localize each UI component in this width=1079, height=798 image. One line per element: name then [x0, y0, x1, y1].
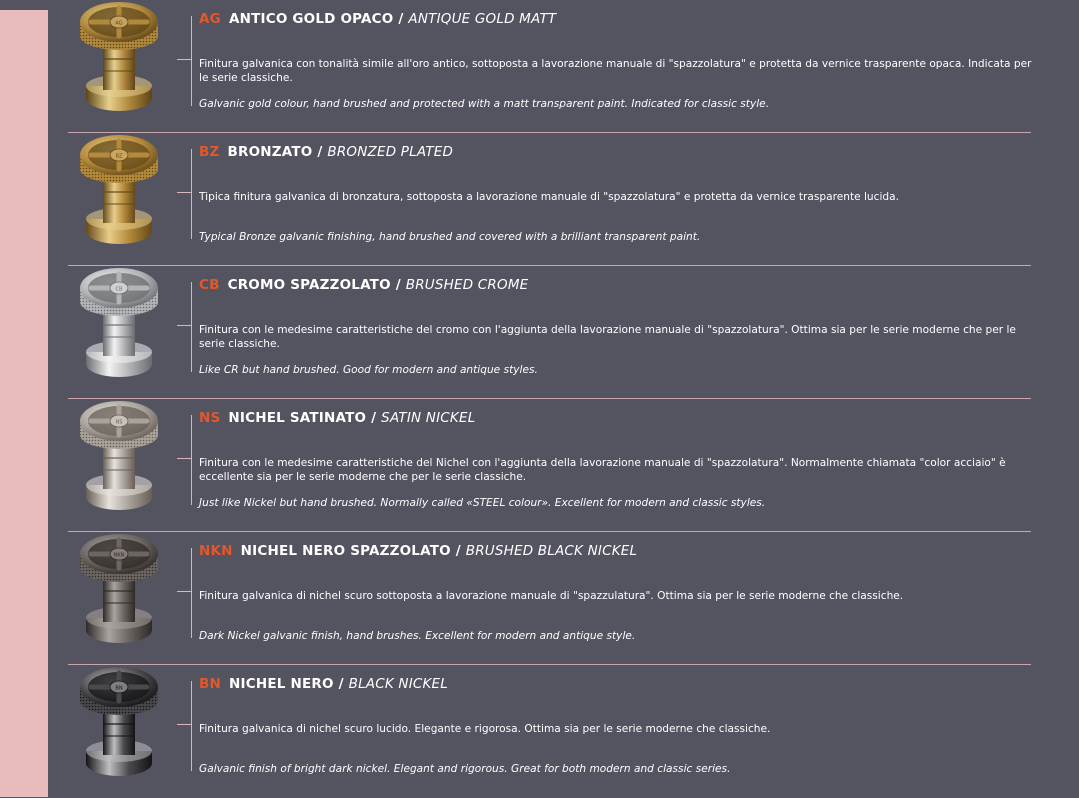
bracket-tick: [177, 458, 191, 459]
finish-title: [199, 11, 556, 27]
tap-knob-image: [76, 264, 162, 384]
description-italian: Finitura con le medesime caratteristiche del Nichel con l'aggiunta della lavorazione manuale di "spazzolatura". Normalmente chiamata "color acciaio" è eccellente sia per le serie moderne che per le serie classiche.: [199, 457, 1006, 483]
finish-name-it: NICHEL NERO: [229, 676, 334, 692]
svg-text:AG: AG: [115, 20, 123, 27]
finish-name-it: NICHEL NERO SPAZZOLATO: [240, 543, 451, 559]
finish-name-en: BRONZED PLATED: [327, 144, 454, 160]
finish-name-it: BRONZATO: [227, 144, 313, 160]
finish-code: NKN: [199, 543, 233, 559]
finish-name-it: ANTICO GOLD OPACO: [228, 11, 394, 27]
finish-title: [199, 676, 448, 692]
tap-knob-image: [76, 663, 162, 783]
finish-code: NS: [199, 410, 221, 426]
description-english: Like CR but hand brushed. Good for modern and antique styles.: [199, 364, 538, 376]
description-italian: Tipica finitura galvanica di bronzatura, sottoposta a lavorazione manuale di "spazzolatura" e protetta da vernice trasparente lucida.: [199, 191, 899, 203]
finish-code: BN: [199, 676, 221, 692]
bracket-tick: [177, 325, 191, 326]
tap-knob-image: [76, 131, 162, 251]
bracket-tick: [177, 724, 191, 725]
description-italian: Finitura galvanica con tonalità simile all'oro antico, sottoposta a lavorazione manuale di "spazzolatura" e protetta da vernice trasparente opaca. Indicata per le serie classiche.: [199, 58, 1032, 84]
finish-row-nkn: [68, 532, 1031, 665]
finish-name-en: ANTIQUE GOLD MATT: [408, 11, 557, 27]
description-italian: Finitura galvanica di nichel scuro lucido. Elegante e rigorosa. Ottima sia per le serie moderne che classiche.: [199, 723, 771, 735]
svg-text:NKN: NKN: [113, 552, 125, 559]
svg-text:BZ: BZ: [115, 153, 123, 160]
finish-name-en: BRUSHED CROME: [405, 277, 529, 293]
description-english: Typical Bronze galvanic finishing, hand brushed and covered with a brilliant transparent paint.: [199, 231, 701, 243]
tap-knob-image: [76, 0, 162, 118]
finish-name-en: SATIN NICKEL: [381, 410, 476, 426]
finish-title: [199, 410, 475, 426]
bracket-line: [191, 681, 192, 771]
svg-text:NS: NS: [115, 419, 123, 426]
finish-row-cb: [68, 266, 1031, 399]
finish-row-ag: [68, 0, 1031, 133]
description-italian: Finitura galvanica di nichel scuro sottoposta a lavorazione manuale di "spazzulatura". Ottima sia per le serie moderne che classiche.: [199, 590, 904, 602]
bracket-line: [191, 16, 192, 106]
bracket-line: [191, 548, 192, 638]
finish-title: [199, 144, 453, 160]
title-separator: /: [338, 676, 344, 692]
finish-code: AG: [199, 11, 221, 27]
bracket-line: [191, 282, 192, 372]
title-separator: /: [317, 144, 323, 160]
bracket-tick: [177, 192, 191, 193]
description-english: Just like Nickel but hand brushed. Normally called «STEEL colour». Excellent for modern and classic styles.: [199, 497, 766, 509]
finish-row-bn: [68, 665, 1031, 798]
description-italian: Finitura con le medesime caratteristiche del cromo con l'aggiunta della lavorazione manuale di "spazzolatura". Ottima sia per le serie moderne che per le serie classiche.: [199, 324, 1016, 350]
finish-code: BZ: [199, 144, 220, 160]
finish-title: [199, 277, 528, 293]
finish-row-ns: [68, 399, 1031, 532]
finish-name-it: NICHEL SATINATO: [228, 410, 367, 426]
bracket-tick: [177, 59, 191, 60]
svg-text:BN: BN: [115, 685, 123, 692]
description-english: Galvanic gold colour, hand brushed and protected with a matt transparent paint. Indicated for classic style.: [199, 98, 770, 110]
tap-knob-image: [76, 530, 162, 650]
description-english: Dark Nickel galvanic finish, hand brushes. Excellent for modern and antique style.: [199, 630, 636, 642]
bracket-line: [191, 415, 192, 505]
bracket-tick: [177, 591, 191, 592]
description-english: Galvanic finish of bright dark nickel. Elegant and rigorous. Great for both modern and classic series.: [199, 763, 731, 775]
title-separator: /: [455, 543, 461, 559]
bracket-line: [191, 149, 192, 239]
side-accent-bar: [0, 10, 48, 797]
title-separator: /: [371, 410, 377, 426]
finish-title: [199, 543, 637, 559]
finish-name-en: BRUSHED BLACK NICKEL: [465, 543, 638, 559]
finish-name-en: BLACK NICKEL: [348, 676, 449, 692]
title-separator: /: [398, 11, 404, 27]
title-separator: /: [395, 277, 401, 293]
finish-name-it: CROMO SPAZZOLATO: [227, 277, 391, 293]
finish-row-bz: [68, 133, 1031, 266]
tap-knob-image: [76, 397, 162, 517]
finish-code: CB: [199, 277, 220, 293]
svg-text:CB: CB: [115, 286, 123, 293]
